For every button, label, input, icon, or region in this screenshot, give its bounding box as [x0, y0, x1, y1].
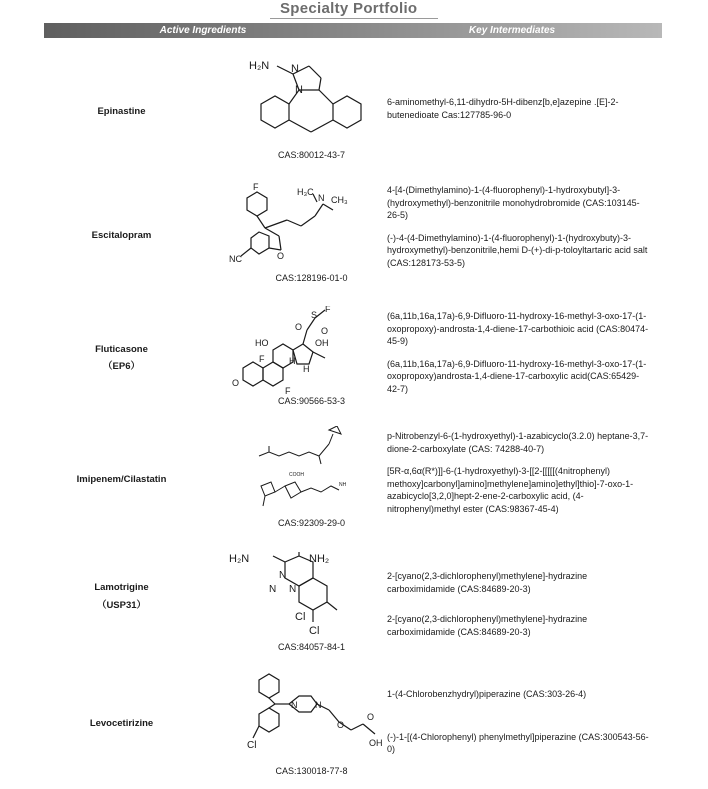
fluorine-label: F	[259, 354, 265, 364]
intermediates	[387, 570, 649, 648]
nitrogen-label: N	[289, 584, 297, 595]
ingredient-name: Escitalopram	[91, 230, 152, 241]
chlorine-label: Cl	[247, 740, 257, 751]
cas-number: CAS:84057-84-1	[277, 642, 346, 652]
intermediate-text: 4-[4-(Dimethylamino)-1-(4-fluorophenyl)-1-hydroxybutyl]-3-(hydroxymethyl)-benzonitrile monohydrobromide (CAS:103145-26-5)	[387, 185, 640, 220]
table-row	[44, 548, 662, 658]
carboxyl-label: COOH	[289, 472, 304, 478]
table-row	[44, 670, 662, 782]
page-title: Specialty Portfolio	[280, 0, 418, 17]
fluorine-label: F	[325, 306, 331, 314]
oxygen-label: O	[321, 326, 329, 336]
nitrogen-label: N	[318, 193, 325, 203]
table-row	[44, 52, 662, 167]
structure-imipenem-cilastatin	[229, 426, 394, 518]
methyl-label: CH₃	[331, 195, 348, 205]
header-key-intermediates: Key Intermediates	[362, 23, 662, 38]
amine-label: H₂N	[229, 553, 250, 565]
structure-levocetirizine	[229, 670, 394, 762]
structure-epinastine	[229, 52, 394, 147]
header-active-ingredients: Active Ingredients	[44, 23, 362, 38]
ingredient-name: Levocetirizine	[89, 718, 154, 729]
table-row	[44, 180, 662, 290]
hydrogen-label: H	[303, 364, 310, 374]
structure-lamotrigine	[229, 548, 394, 640]
hydrogen-label: H	[289, 356, 296, 366]
intermediates	[387, 310, 649, 405]
nitrile-label: NC	[229, 254, 242, 264]
structure-fluticasone	[229, 306, 394, 394]
intermediate-text: 2-[cyano(2,3-dichlorophenyl)methylene]-hydrazine carboximidamide (CAS:84689-20-3)	[387, 614, 588, 637]
intermediate-text: (6a,11b,16a,17a)-6,9-Difluoro-11-hydroxy-16-methyl-3-oxo-17-(1-oxopropoxy)-androsta-1,4-diene-17-carbothioic acid (CAS:80474-45-9)	[387, 311, 649, 346]
ingredient-name: Imipenem/Cilastatin	[76, 474, 167, 485]
ingredient-name: Fluticasone	[95, 344, 148, 355]
ingredient-name: Epinastine	[97, 106, 146, 117]
fluorine-label: F	[285, 386, 291, 394]
oxygen-label: O	[367, 712, 375, 722]
nitrogen-label: N	[291, 63, 299, 75]
hydroxyl-label: OH	[369, 738, 383, 748]
nitrogen-label: N	[291, 700, 298, 710]
nitrogen-label: N	[279, 570, 287, 581]
intermediate-text: (6a,11b,16a,17a)-6,9-Difluoro-11-hydroxy-16-methyl-3-oxo-17-(1-oxopropoxy)androsta-1,4-diene-17-carboxylic acid(CAS:65429-42-7)	[387, 358, 647, 394]
intermediate-text: 2-[cyano(2,3-dichlorophenyl)methylene]-hydrazine carboximidamide (CAS:84689-20-3)	[387, 571, 588, 594]
cas-number: CAS:90566-53-3	[277, 396, 346, 406]
sulfur-label: S	[311, 310, 318, 320]
amine-label: H₂N	[249, 60, 270, 72]
nitrogen-label: N	[315, 700, 322, 710]
intermediate-text: p-Nitrobenzyl-6-(1-hydroxyethyl)-1-azabicyclo(3.2.0) heptane-3,7-dione-2-carboxylate (CAS: 74288-40-7)	[387, 431, 649, 454]
ingredient-name: Lamotrigine	[94, 582, 149, 593]
chlorine-label: Cl	[295, 611, 306, 623]
ingredient-pharmacopeia: （EP6）	[103, 361, 140, 372]
cas-number: CAS:92309-29-0	[277, 518, 346, 528]
chlorine-label: Cl	[309, 625, 320, 637]
intermediates	[387, 184, 649, 279]
oxygen-label: O	[295, 322, 303, 332]
intermediates	[387, 96, 649, 131]
oxygen-label: O	[337, 720, 345, 730]
intermediates	[387, 688, 649, 766]
intermediate-text: [5R-α,6α(R*)]]-6-(1-hydroxyethyl)-3-[[2-[[[[[(4nitrophenyl) methoxy]carbonyl]amino]methylene]amino]ethyl]thio]-7-oxo-1-azabicyclo[3,2,0]hept-2-ene-2-carboxylic acid, (4-nitrophenyl)methyl ester (CAS:98367-45-4)	[387, 466, 634, 514]
intermediates	[387, 430, 649, 525]
nitrogen-label: N	[295, 84, 303, 96]
nitrogen-label: N	[269, 584, 277, 595]
cas-number: CAS:80012-43-7	[277, 150, 346, 160]
intermediate-text: (-)-4-(4-Dimethylamino)-1-(4-fluorophenyl)-1-(hydroxybuty)-3-hydroxymethyl)-benzonitrile,hemi D-(+)-di-p-toloyltartaric acid salt (CAS:128173-53-5)	[387, 232, 648, 268]
cas-number: CAS:128196-01-0	[275, 273, 348, 283]
intermediate-text: 1-(4-Chlorobenzhydryl)piperazine (CAS:303-26-4)	[387, 689, 587, 699]
structure-escitalopram	[229, 180, 394, 272]
title-underline	[270, 18, 438, 19]
intermediate-text: 6-aminomethyl-6,11-dihydro-5H-dibenz[b,e]azepine .[E]-2-butenedioate Cas:127785-96-0	[387, 97, 619, 120]
fluorine-label: F	[253, 182, 259, 192]
oxygen-label: O	[232, 378, 240, 388]
hydroxyl-label: HO	[255, 338, 269, 348]
table-row	[44, 426, 662, 536]
table-row	[44, 306, 662, 414]
cas-number: CAS:130018-77-8	[275, 766, 348, 776]
table-header	[44, 23, 662, 38]
oxygen-label: O	[277, 251, 285, 261]
methyl-label: H₃C	[297, 187, 314, 197]
amine-label: NH	[339, 482, 347, 488]
hydroxyl-label: OH	[315, 338, 329, 348]
intermediate-text: (-)-1-[(4-Chlorophenyl) phenylmethyl]piperazine (CAS:300543-56-0)	[387, 731, 649, 754]
ingredient-pharmacopeia: （USP31）	[96, 600, 147, 611]
amine-label: NH₂	[309, 553, 330, 565]
